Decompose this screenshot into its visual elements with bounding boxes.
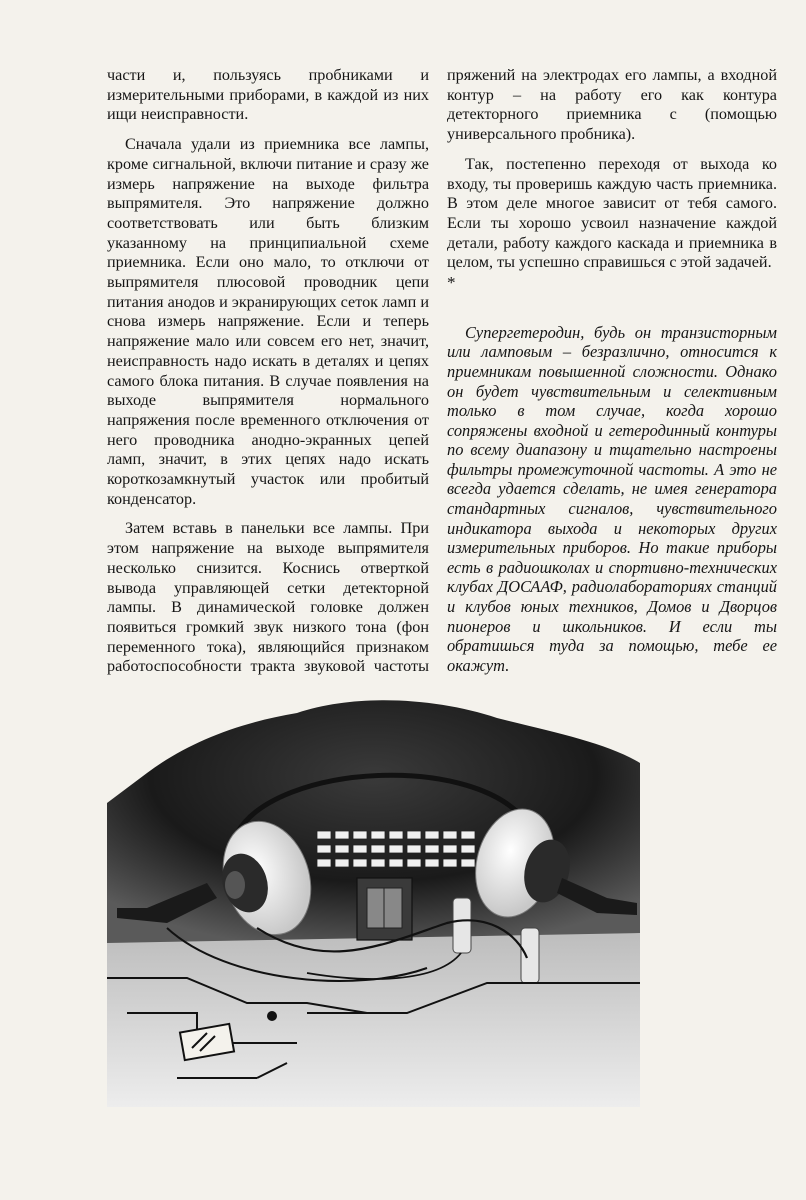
paragraph: Так, постепенно переходя от выхода ко входу, ты проверишь каждую часть приемника. В этом деле многое зависит от тебя самого. Если ты хорошо усвоил назначение каждой детали, работу каждого каскада и приемника в целом, ты успешно справишься с этой задачей. <box>447 154 777 272</box>
headphones-illustration <box>107 683 640 1107</box>
italic-note: Супергетеродин, будь он транзисторным или ламповым – безразлично, относится к приемникам повышенной сложности. Однако он будет чувствительным и селективным только в том случае, когда хорошо сопряжены входной и гетеродинный контуры по всему диапазону и тщательно настроены фильтры промежуточной частоты. А это не всегда удается сделать, не имея генератора стандартных сигналов, чувствительного индикатора выхода и некоторых других измерительных приборов. Но такие приборы есть в радиошколах и спортивно-технических клубах ДОСААФ, радиолабораториях станций и клубов юных техников, Домов и Дворцов пионеров и школьников. И если ты обратишься туда за помощью, тебе ее окажут. <box>447 322 777 675</box>
paragraph: Затем вставь в панельки все лампы. При этом напряжение на выходе выпрямителя несколько снизится. Коснись отверткой вывода управляющей сетки детекторной лампы. В динамической головке должен появиться громкий звук низкого тона (фон переменного тока), являющийся признаком работоспособности тракта звуковой частоты <box>107 519 429 676</box>
section-separator: * <box>447 273 456 293</box>
right-text-column <box>447 66 777 675</box>
left-text-column <box>107 66 429 746</box>
paragraph: части и, пользуясь пробниками и измерительными приборами, в каждой из них ищи неисправности. <box>107 66 429 124</box>
paragraph: Сначала удали из приемника все лампы, кроме сигнальной, включи питание и сразу же измерь напряжение на выходе фильтра выпрямителя. Это напряжение должно соответствовать или быть близким указанному на принципиальной схеме приемника. Если оно мало, то отключи от выпрямителя плюсовой проводник цепи питания анодов и экранирующих сеток ламп и снова измерь напряжение. Если и теперь напряжение мало или совсем его нет, значит, неисправность надо искать в деталях и цепях самого блока питания. В случае появления на выходе выпрямителя нормального напряжения после временного отключения от него проводника анодно-экранных цепей ламп, значит, в этих цепях надо искать короткозамкнутый участок или пробитый конденсатор. <box>107 135 429 508</box>
paragraph: пряжений на электродах его лампы, а входной контур – на работу его как контура детекторного приемника с (помощью универсального пробника). <box>447 66 777 144</box>
